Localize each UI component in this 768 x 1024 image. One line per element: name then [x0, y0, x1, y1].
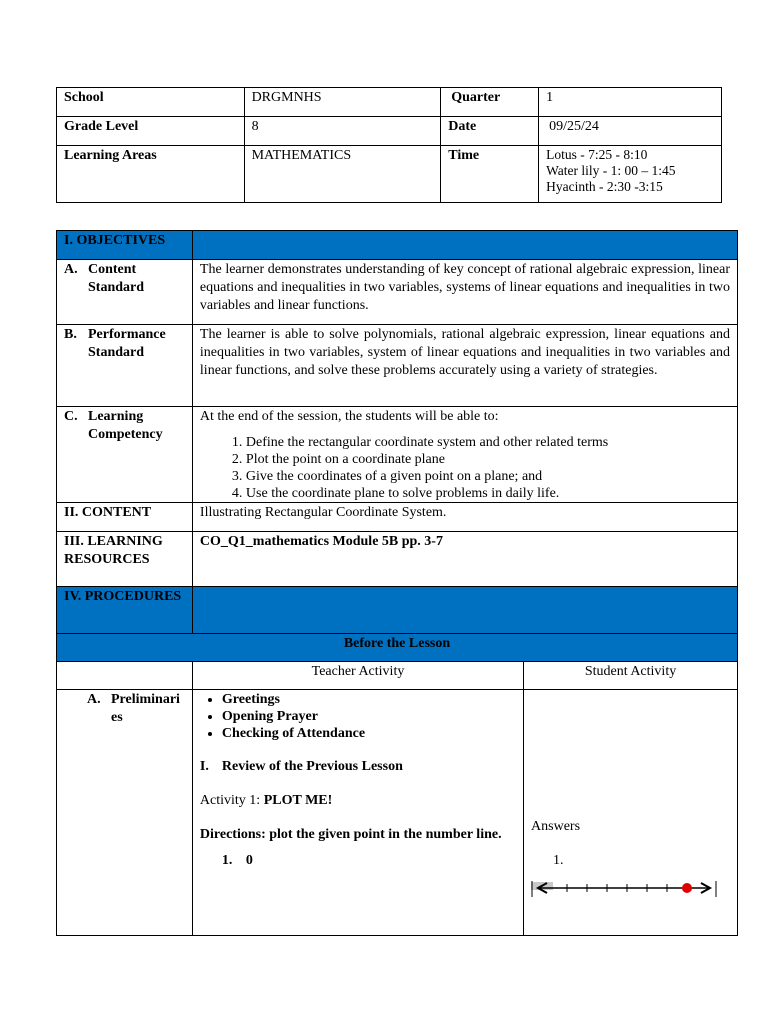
- procedures-heading-fill: [192, 587, 737, 634]
- header-table: [56, 87, 722, 203]
- grade-level-value: 8: [244, 117, 441, 146]
- activity-prefix: Activity 1:: [199, 793, 264, 808]
- learning-resources-heading: III. LEARNING RESOURCES: [57, 532, 193, 587]
- competency-intro: At the end of the session, the students will be able to:: [199, 409, 499, 424]
- student-activity-header: Student Activity: [524, 662, 738, 690]
- learning-competency-cell: [192, 407, 737, 503]
- label-text: Preliminaries: [111, 692, 180, 725]
- preliminary-item: • Opening Prayer: [222, 708, 516, 725]
- number-line-graphic: [531, 878, 717, 900]
- student-activity-cell: [524, 690, 738, 936]
- answers-label: Answers: [531, 819, 581, 834]
- review-label: Review of the Previous Lesson: [221, 759, 403, 774]
- label-letter: C.: [64, 409, 78, 424]
- teacher-activity-cell: [192, 690, 523, 936]
- lesson-plan-table: [56, 230, 738, 936]
- competency-item: 1. Define the rectangular coordinate system and other related terms: [246, 434, 730, 451]
- competency-list: [200, 434, 730, 502]
- preliminaries-label: [57, 690, 193, 936]
- answer-number: 1.: [553, 853, 564, 868]
- competency-item: 3. Give the coordinates of a given point on a plane; and: [246, 468, 730, 485]
- label-text: Content Standard: [88, 262, 145, 295]
- number-line: [531, 878, 730, 906]
- label-letter: A.: [64, 262, 78, 277]
- time-line: Lotus - 7:25 - 8:10: [546, 147, 648, 162]
- objectives-heading: I. OBJECTIVES: [57, 231, 193, 260]
- school-label: School: [57, 88, 245, 117]
- activity-name: PLOT ME!: [263, 793, 333, 808]
- objectives-heading-fill: [192, 231, 737, 260]
- quarter-value: 1: [539, 88, 722, 117]
- quarter-label: Quarter: [441, 88, 539, 117]
- time-line: Water lily - 1: 00 – 1:45: [546, 163, 676, 178]
- school-value: DRGMNHS: [244, 88, 441, 117]
- date-value: 09/25/24: [539, 117, 722, 146]
- empty-cell: [57, 662, 193, 690]
- time-label: Time: [441, 146, 539, 203]
- review-numeral: I.: [199, 759, 209, 774]
- activity-item: [200, 852, 516, 870]
- content-standard-label: [57, 260, 193, 325]
- time-schedule: [539, 146, 722, 203]
- label-letter: A.: [87, 692, 101, 707]
- preliminary-item: • Greetings: [222, 691, 516, 708]
- label-text: Learning Competency: [88, 409, 163, 442]
- review-heading: [200, 758, 516, 776]
- content-heading: II. CONTENT: [57, 503, 193, 532]
- learning-resources-text: CO_Q1_mathematics Module 5B pp. 3-7: [192, 532, 737, 587]
- content-text: Illustrating Rectangular Coordinate System.: [192, 503, 737, 532]
- preliminary-item: • Checking of Attendance: [222, 725, 516, 742]
- competency-item: 4. Use the coordinate plane to solve problems in daily life.: [246, 485, 730, 502]
- date-label: Date: [441, 117, 539, 146]
- preliminaries-list: [200, 691, 516, 742]
- activity-title: [200, 792, 516, 810]
- item-number: 1.: [221, 853, 233, 868]
- learning-areas-label: Learning Areas: [57, 146, 245, 203]
- performance-standard-label: [57, 325, 193, 407]
- before-the-lesson-heading: Before the Lesson: [57, 634, 738, 662]
- learning-areas-value: MATHEMATICS: [244, 146, 441, 203]
- item-value: 0: [245, 853, 253, 868]
- label-text: Performance Standard: [88, 327, 166, 360]
- activity-directions: Directions: plot the given point in the number line.: [199, 827, 502, 842]
- time-line: Hyacinth - 2:30 -3:15: [546, 179, 663, 194]
- grade-level-label: Grade Level: [57, 117, 245, 146]
- teacher-activity-header: Teacher Activity: [192, 662, 523, 690]
- label-letter: B.: [64, 327, 77, 342]
- performance-standard-text: The learner is able to solve polynomials, rational algebraic expression, linear equations and inequalities in two variables, system of linear equations and inequalities in two variables and linear functions, and solve these problems accurately using a variety of strategies.: [192, 325, 737, 407]
- competency-item: 2. Plot the point on a coordinate plane: [246, 451, 730, 468]
- content-standard-text: The learner demonstrates understanding of key concept of rational algebraic expression, linear equations and inequalities in two variables, systems of linear equations and inequalities in two variables and linear functions.: [192, 260, 737, 325]
- learning-competency-label: [57, 407, 193, 503]
- plotted-point: [682, 883, 692, 893]
- procedures-heading: IV. PROCEDURES: [57, 587, 193, 634]
